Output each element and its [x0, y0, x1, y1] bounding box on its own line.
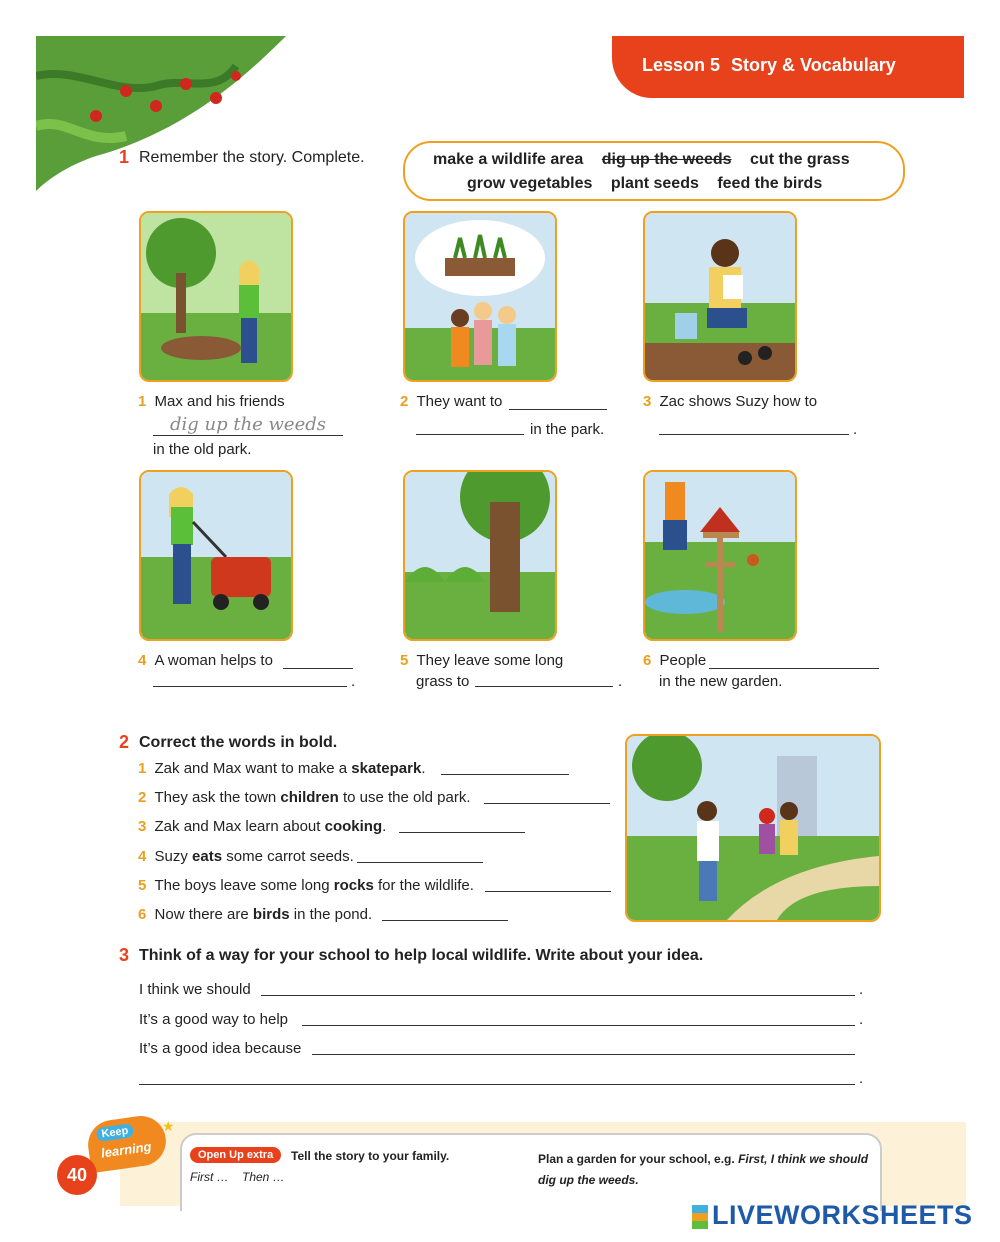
ex2-item-5-pre: The boys leave some long [154, 877, 330, 894]
item-6-text: People [659, 652, 707, 669]
liveworksheets-logo-icon [692, 1205, 708, 1229]
ex1-item-6 [643, 652, 706, 669]
ex2-item-6-input[interactable] [382, 902, 508, 921]
ex1-item-3-end: . [853, 421, 858, 438]
ex1-item-4-input-a[interactable] [283, 650, 353, 669]
footer-task-2-text: Plan a garden for your school, e.g. [538, 1152, 735, 1166]
ex2-item-5-input[interactable] [485, 873, 611, 892]
ex3-line-2-label: It’s a good way to help [139, 1011, 288, 1028]
ex2-item-4-number: 4 [138, 848, 147, 865]
ex2-item-3-bold: cooking [324, 818, 383, 835]
ex1-item-4 [138, 652, 273, 669]
ex2-item-6 [138, 906, 372, 923]
exercise-1-instruction: Remember the story. Complete. [139, 149, 365, 166]
badge-learning: learning [100, 1138, 153, 1161]
ex1-item-5-input[interactable] [475, 668, 613, 687]
picture-4-woman-mowing [139, 470, 293, 641]
item-2-number: 2 [400, 393, 409, 410]
ex2-item-5-number: 5 [138, 877, 147, 894]
ex2-item-6-post: in the pond. [293, 906, 373, 923]
ex3-line-2-input[interactable] [302, 1007, 855, 1026]
ex3-line-4-dot: . [859, 1070, 864, 1087]
picture-6-bird-feeder [643, 470, 797, 641]
ex2-item-1-post: . [421, 760, 426, 777]
word-feed-birds: feed the birds [717, 175, 823, 192]
ex1-item-6-input[interactable] [709, 650, 879, 669]
footer-task-2-example: First, I think we should dig up the weeds. [538, 1152, 869, 1187]
ex2-item-5-post: for the wildlife. [378, 877, 474, 894]
ex2-item-4-post: some carrot seeds. [226, 848, 354, 865]
ex2-item-3-input[interactable] [399, 814, 525, 833]
ex2-item-2-number: 2 [138, 789, 147, 806]
ex1-item-1-answer: dig up the weeds [153, 414, 343, 436]
open-up-extra-label: Open Up extra [190, 1147, 281, 1163]
word-make-wildlife-area: make a wildlife area [433, 151, 584, 168]
ex2-item-3-pre: Zak and Max learn about [154, 818, 321, 835]
footer-task-1: Tell the story to your family. [291, 1149, 450, 1163]
ex2-item-3 [138, 818, 386, 835]
footer-task-1-prompt: First … Then … [190, 1170, 285, 1184]
picture-2-children-thinking [403, 211, 557, 382]
garden-corner-illustration [36, 36, 286, 191]
ex1-item-1-end: in the old park. [153, 441, 252, 458]
ex1-item-2-end: in the park. [530, 421, 605, 438]
picture-3-boy-with-seeds [643, 211, 797, 382]
word-cut-grass: cut the grass [750, 151, 850, 168]
ex1-item-4-end: . [351, 673, 356, 690]
footer-task-2 [538, 1149, 873, 1191]
page-number: 40 [57, 1155, 97, 1195]
item-4-text: A woman helps to [154, 652, 273, 669]
ex1-item-1 [138, 393, 285, 410]
ex1-item-3 [643, 393, 817, 410]
ex1-item-4-input-b[interactable] [153, 668, 347, 687]
word-plant-seeds: plant seeds [610, 175, 699, 192]
lesson-title: Story & Vocabulary [731, 55, 896, 75]
ex2-item-4 [138, 848, 354, 865]
ex2-item-1-bold: skatepark [351, 760, 422, 777]
ex2-item-1-input[interactable] [441, 756, 569, 775]
word-dig-up-weeds: dig up the weeds [601, 151, 732, 168]
ex2-item-6-bold: birds [252, 906, 290, 923]
item-5-text: They leave some long [416, 652, 564, 669]
item-5-number: 5 [400, 652, 409, 669]
ex3-line-3-label: It’s a good idea because [139, 1040, 302, 1057]
ex2-item-4-pre: Suzy [154, 848, 188, 865]
ex2-item-1 [138, 760, 426, 777]
ex2-item-2-post: to use the old park. [342, 789, 471, 806]
picture-children-walking-in-park [625, 734, 881, 922]
ex1-item-2 [400, 393, 502, 410]
item-3-text: Zac shows Suzy how to [659, 393, 818, 410]
ex3-line-1-dot: . [859, 981, 864, 998]
ex1-item-3-input[interactable] [659, 416, 849, 435]
ex1-item-5-end: . [618, 673, 623, 690]
ex2-item-5 [138, 877, 474, 894]
ex3-line-1-label: I think we should [139, 981, 251, 998]
ex2-item-1-number: 1 [138, 760, 147, 777]
ex1-item-2-input-a[interactable] [509, 391, 607, 410]
ex1-item-6-end: in the new garden. [659, 673, 783, 690]
ex2-item-4-input[interactable] [357, 844, 483, 863]
star-icon: ★ [162, 1118, 175, 1134]
item-1-number: 1 [138, 393, 147, 410]
ex2-item-3-number: 3 [138, 818, 147, 835]
ex3-line-2-dot: . [859, 1011, 864, 1028]
ex2-item-3-post: . [382, 818, 387, 835]
ex2-item-2-bold: children [280, 789, 339, 806]
ex1-item-5 [400, 652, 563, 669]
exercise-3-instruction: Think of a way for your school to help local wildlife. Write about your idea. [139, 947, 704, 964]
lesson-banner [612, 36, 964, 98]
exercise-2-instruction: Correct the words in bold. [139, 734, 338, 751]
exercise-1-number: 1 [119, 147, 130, 167]
ex2-item-5-bold: rocks [333, 877, 374, 894]
liveworksheets-brand: LIVEWORKSHEETS [712, 1200, 973, 1230]
ex2-item-1-pre: Zak and Max want to make a [154, 760, 348, 777]
ex2-item-6-pre: Now there are [154, 906, 249, 923]
ex2-item-4-bold: eats [192, 848, 223, 865]
ex2-item-2 [138, 789, 471, 806]
item-4-number: 4 [138, 652, 147, 669]
ex2-item-2-pre: They ask the town [154, 789, 277, 806]
ex1-item-5-text-2: grass to [416, 673, 470, 690]
exercise-3-number: 3 [119, 945, 130, 965]
ex2-item-2-input[interactable] [484, 785, 610, 804]
ex3-line-3-input[interactable] [312, 1036, 855, 1055]
picture-1-girl-in-park [139, 211, 293, 382]
picture-5-tree-long-grass [403, 470, 557, 641]
word-grow-vegetables: grow vegetables [467, 175, 593, 192]
word-box [403, 141, 905, 201]
ex3-line-4-input[interactable] [139, 1066, 855, 1085]
item-6-number: 6 [643, 652, 652, 669]
badge-keep: Keep [96, 1123, 134, 1142]
item-1-text: Max and his friends [154, 393, 285, 410]
ex3-line-1-input[interactable] [261, 977, 855, 996]
item-2-text: They want to [416, 393, 503, 410]
item-3-number: 3 [643, 393, 652, 410]
ex1-item-2-input-b[interactable] [416, 416, 524, 435]
exercise-2-number: 2 [119, 732, 130, 752]
ex2-item-6-number: 6 [138, 906, 147, 923]
lesson-number: Lesson 5 [642, 55, 721, 75]
